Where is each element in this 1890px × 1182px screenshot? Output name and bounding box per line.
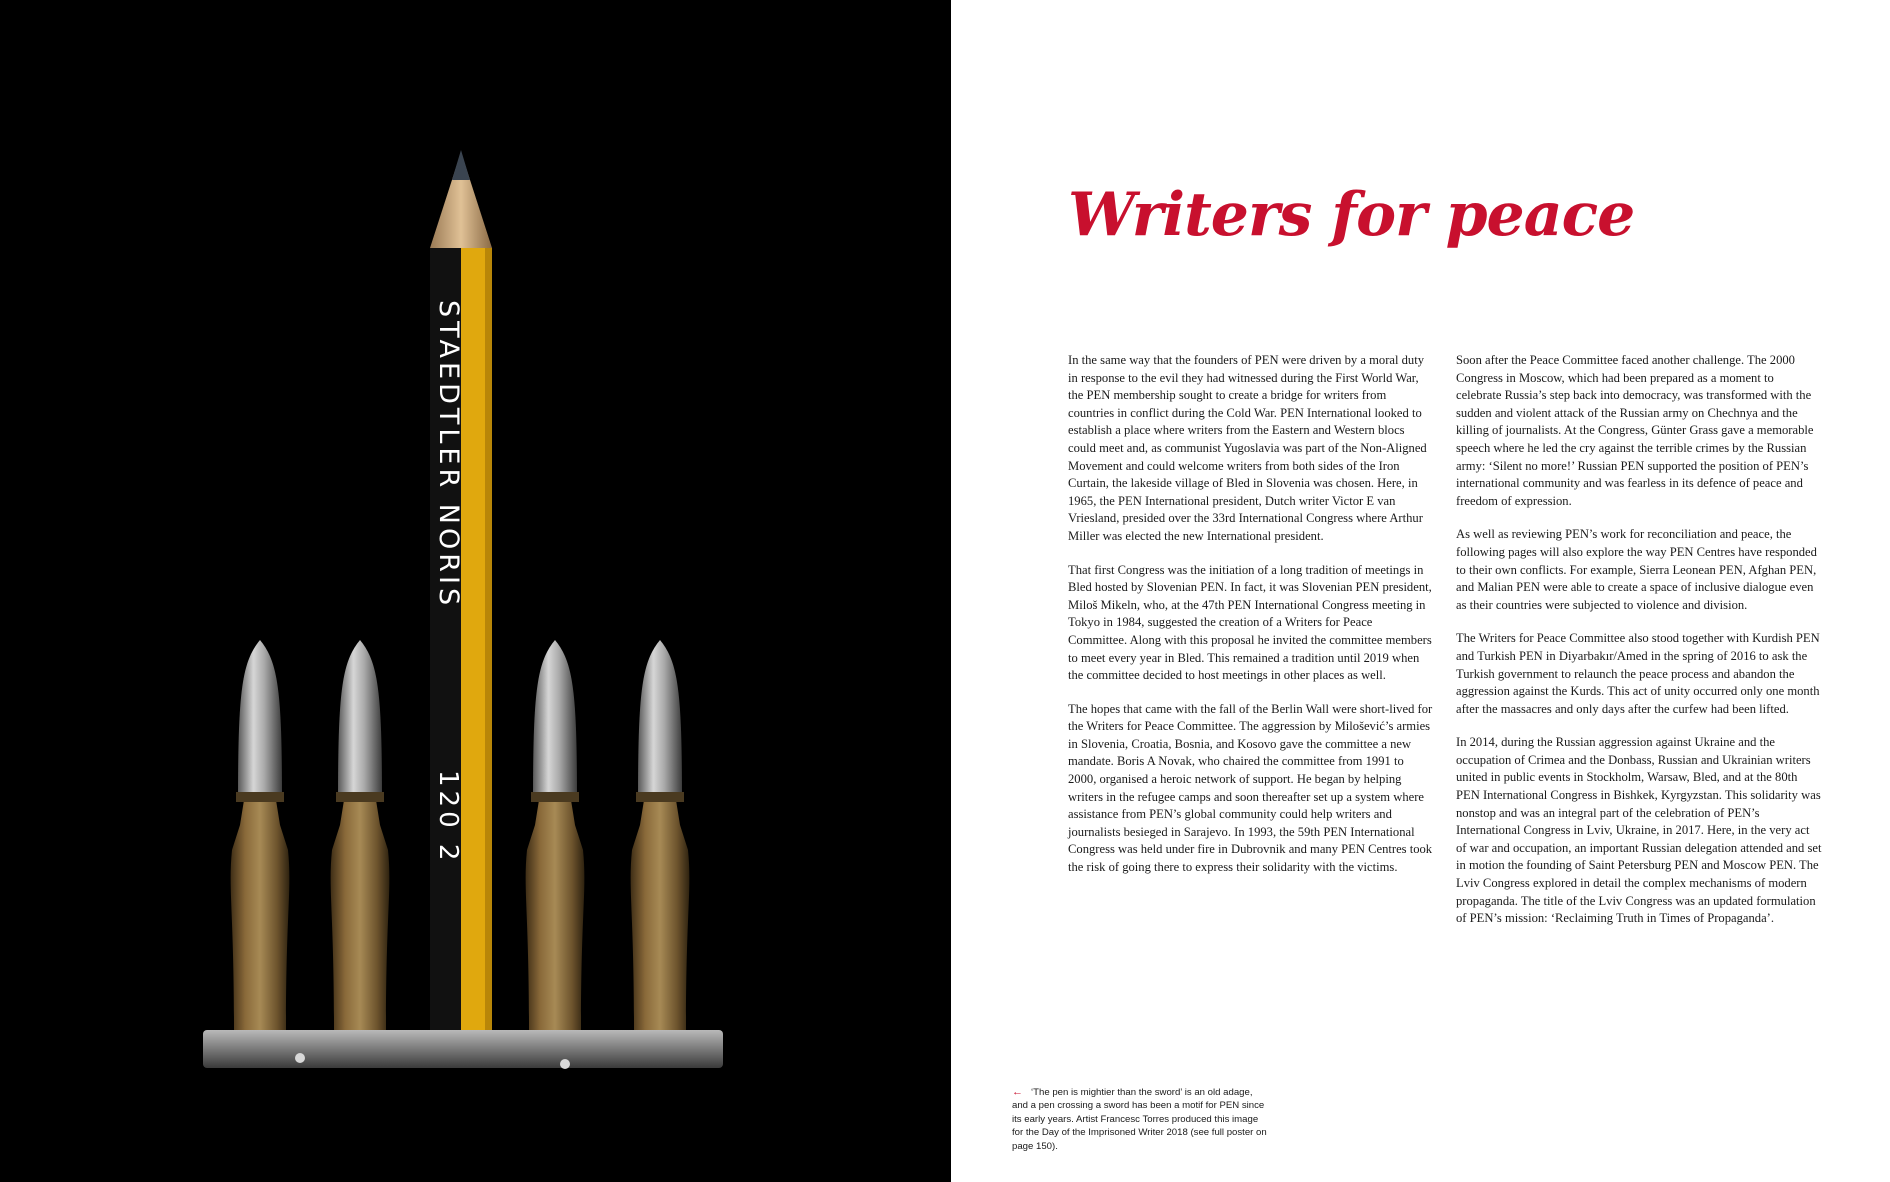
stripper-clip (203, 1030, 723, 1068)
bullet-1 (231, 640, 290, 1030)
caption-text: ‘The pen is mightier than the sword’ is an old adage, and a pen crossing a sword has been a motif for PEN since its early years. Artist Francesc Torres produced this image for the Day of the Imprisoned Writer 2018 (see full poster on page 150). (1012, 1087, 1267, 1152)
pencil-brand-text: STAEDTLER NORIS (433, 300, 464, 610)
body-column-right (1456, 352, 1822, 944)
bullet-4 (631, 640, 690, 1030)
pencil (430, 150, 492, 1038)
paragraph: The hopes that came with the fall of the Berlin Wall were short-lived for the Writers for Peace Committee. The aggression by Milošević’s armies in Slovenia, Croatia, Bosnia, and Kosovo gave the committee a new mandate. Boris A Novak, who chaired the committee from 1991 to 2000, organised a heroic network of support. He began by helping writers in the refugee camps and soon thereafter set up a system where assistance from PEN’s global community could help writers and journalists besieged in Sarajevo. In 1993, the 59th PEN International Congress was held under fire in Dubrovnik and many PEN Centres took the risk of going there to express their solidarity with the victims. (1068, 701, 1433, 875)
paragraph: Soon after the Peace Committee faced another challenge. The 2000 Congress in Moscow, which had been prepared as a moment to celebrate Russia’s step back into democracy, was transformed with the sudden and violent attack of the Russian army on Chechnya and the killing of journalists. At the Congress, Günter Grass gave a memorable speech where he led the cry against the terrible crimes by the Russian army: ‘Silent no more!’ Russian PEN supported the position of PEN’s international community and was fearless in its defence of peace and freedom of expression. (1456, 353, 1814, 508)
image-caption (1012, 1086, 1268, 1153)
paragraph: In 2014, during the Russian aggression against Ukraine and the occupation of Crimea and the Donbass, Russian and Ukrainian writers united in public events in Stockholm, Warsaw, Bled, and at the 80th PEN International Congress in Bishkek, Kyrgyzstan. This solidarity was nonstop and was an integral part of the celebration of PEN’s International Congress in Lviv, Ukraine, in 2017. Here, in the very act of war and occupation, an important Russian delegation attended and set in motion the founding of Saint Petersburg PEN and Moscow PEN. The Lviv Congress explored in detail the complex mechanisms of modern propaganda. The title of the Lviv Congress was an updated formulation of PEN’s mission: ‘Reclaiming Truth in Times of Propaganda’. (1456, 735, 1822, 926)
body-column-left (1068, 352, 1434, 893)
page-title: Writers for peace (1068, 180, 1635, 250)
paragraph: That first Congress was the initiation of a long tradition of meetings in Bled hosted by Slovenian PEN. In fact, it was Slovenian PEN president, Miloš Mikeln, who, at the 47th PEN International Congress meeting in Tokyo in 1984, suggested the creation of a Writers for Peace Committee. Along with this proposal he invited the committee members to meet every year in Bled. This remained a tradition until 2019 when the committee decided to host meetings in other places as well. (1068, 562, 1432, 683)
pencil-grade-text: 120 2 (433, 770, 463, 865)
bullet-3 (526, 640, 585, 1030)
paragraph: In the same way that the founders of PEN were driven by a moral duty in response to the evil they had witnessed during the First World War, the PEN membership sought to create a bridge for writers from countries in conflict during the Cold War. PEN International looked to establish a place where writers from the Eastern and Western blocs could meet and, as communist Yugoslavia was part of the Non-Aligned Movement and could welcome writers from both sides of the Iron Curtain, the lakeside village of Bled in Slovenia was chosen. Here, in 1965, the PEN International president, Dutch writer Victor E van Vriesland, presided over the 33rd International Congress where Arthur Miller was elected the new International president. (1068, 353, 1427, 543)
paragraph: The Writers for Peace Committee also stood together with Kurdish PEN and Turkish PEN in Diyarbakır/Amed in the spring of 2016 to ask the Turkish government to relaunch the peace process and abandon the aggression against the Kurds. This act of unity occurred only one month after the massacres and only days after the curfew had been lifted. (1456, 631, 1820, 716)
paragraph: As well as reviewing PEN’s work for reconciliation and peace, the following pages will also explore the way PEN Centres have responded to their own conflicts. For example, Sierra Leonean PEN, Afghan PEN, and Malian PEN were able to create a space of inclusive dialogue even as their countries were subjected to violence and division. (1456, 527, 1817, 612)
bullet-2 (331, 640, 390, 1030)
left-arrow-icon: ← (1012, 1086, 1023, 1098)
